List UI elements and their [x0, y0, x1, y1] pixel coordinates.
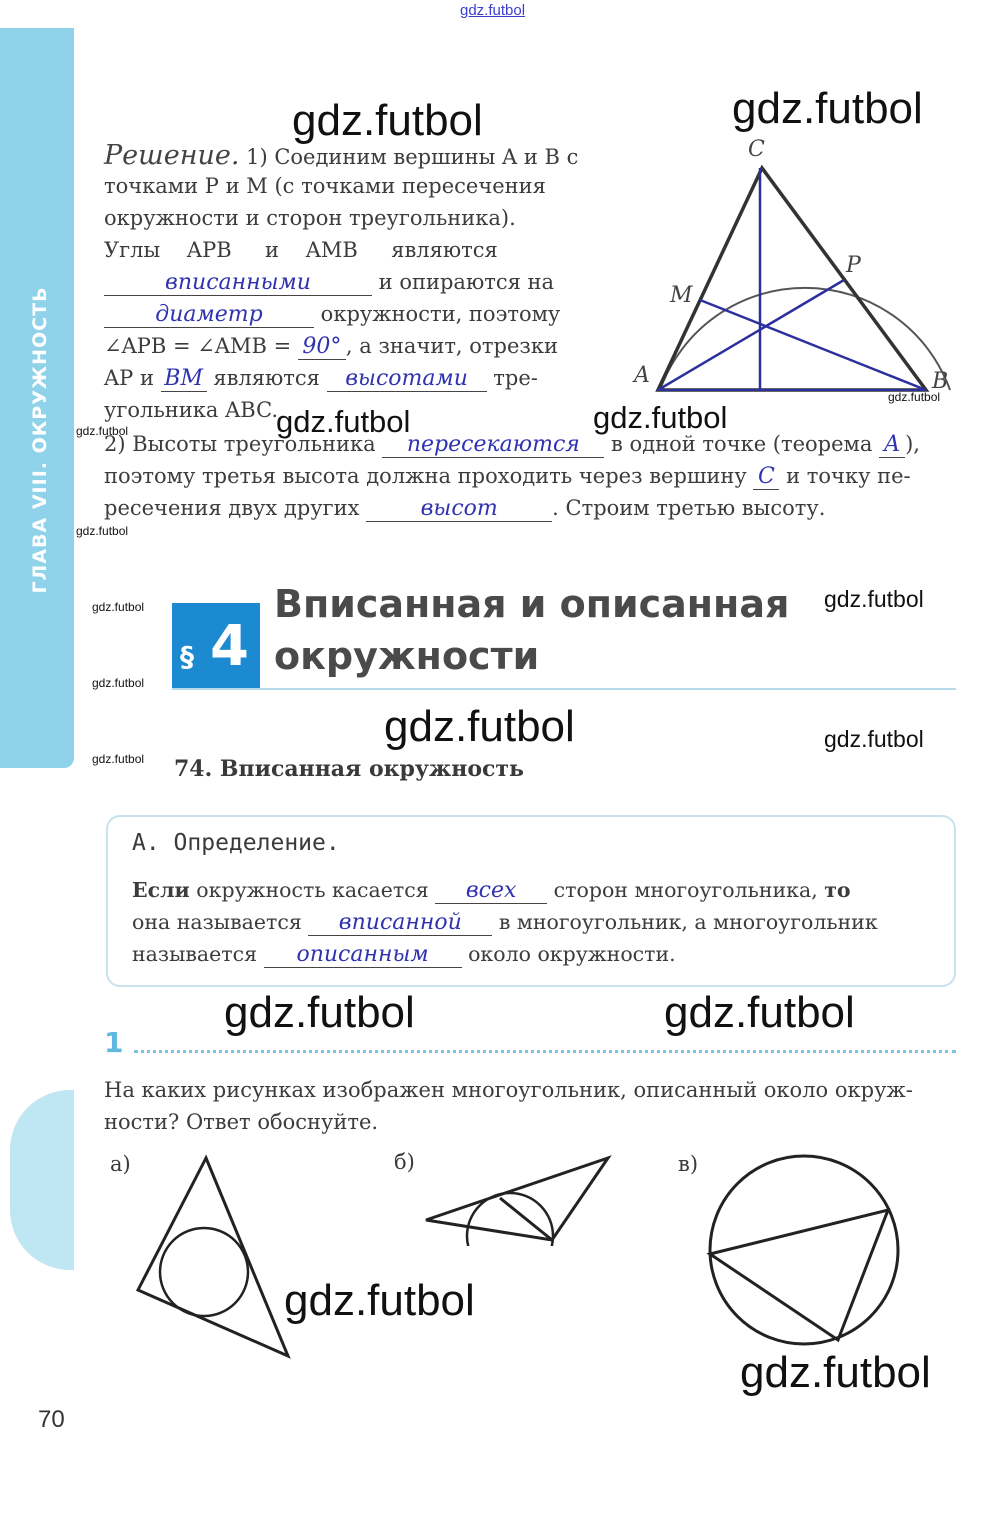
task-dotted-line — [134, 1050, 956, 1053]
solution-line-8: AP и BM являются высотами тре- — [104, 366, 538, 391]
definition-line-2: она называется вписанной в многоугольник, а многоугольник — [132, 910, 878, 935]
watermark: gdz.futbol — [593, 400, 728, 435]
solution-line-12: ресечения двух других высот . Строим третью высоту. — [104, 496, 826, 521]
solution-line-2: точками P и M (с точками пересечения — [104, 174, 546, 198]
side-decoration — [10, 1090, 74, 1270]
definition-line-1: Если окружность касается всех сторон многоугольника, то — [132, 878, 851, 903]
section-sign: § — [180, 640, 194, 673]
subsection-title: 74. Вписанная окружность — [174, 756, 524, 782]
watermark: gdz.futbol — [664, 988, 855, 1037]
figure-b-edge — [500, 1198, 552, 1240]
label-c: C — [748, 137, 765, 162]
handwritten-inscribed: вписанными — [104, 270, 372, 296]
watermark: gdz.futbol — [732, 84, 923, 133]
watermark: gdz.futbol — [92, 752, 145, 766]
solution-line-5: вписанными и опираются на — [104, 270, 554, 296]
watermark: gdz.futbol — [284, 1276, 475, 1325]
handwritten-all: всех — [435, 878, 547, 904]
task-number: 1 — [104, 1026, 124, 1059]
label-a: A — [634, 363, 650, 388]
triangle-abc — [658, 168, 926, 390]
solution-line-7: ∠APB = ∠AMB = 90° , а значит, отрезки — [104, 334, 558, 359]
task-text-line-1: На каких рисунках изображен многоугольник, описанный около окруж- — [104, 1078, 913, 1102]
solution-line-4: Углы APB и AMB являются — [104, 238, 498, 262]
watermark: gdz.futbol — [888, 390, 941, 404]
figure-c-circumscribed-circle — [704, 1154, 904, 1350]
handwritten-theorem: A — [879, 432, 905, 458]
definition-heading: А. Определение. — [132, 830, 340, 856]
handwritten-heights-2: высот — [366, 496, 552, 522]
handwritten-vertex: C — [753, 464, 779, 490]
figure-c-triangle — [710, 1210, 888, 1340]
watermark: gdz.futbol — [92, 676, 145, 690]
watermark: gdz.futbol — [824, 586, 924, 612]
solution-line-11: поэтому третья высота должна проходить через вершину C и точку пе- — [104, 464, 911, 489]
handwritten-angle: 90° — [298, 334, 346, 360]
page-number: 70 — [38, 1406, 65, 1433]
figure-label-c: в) — [678, 1152, 699, 1176]
solution-line-1: Решение. 1) Соединим вершины A и B с — [104, 140, 579, 171]
section-divider — [172, 688, 956, 690]
figure-label-a: а) — [110, 1152, 131, 1176]
solution-line-3: окружности и сторон треугольника). — [104, 206, 516, 230]
section-title-line-1: Вписанная и описанная — [274, 582, 790, 626]
handwritten-diameter: диаметр — [104, 302, 314, 328]
figure-a-circle — [160, 1228, 248, 1316]
solution-line-9: угольника ABC. — [104, 398, 279, 422]
section-number: 4 — [210, 614, 249, 679]
handwritten-bm: BM — [161, 366, 207, 392]
figure-a-inscribed-triangle — [130, 1150, 300, 1362]
label-m: M — [670, 283, 693, 308]
watermark: gdz.futbol — [76, 424, 129, 438]
watermark-top-link[interactable]: gdz.futbol — [460, 2, 526, 19]
watermark: gdz.futbol — [824, 726, 924, 752]
watermark: gdz.futbol — [224, 988, 415, 1037]
label-b: B — [932, 369, 949, 394]
watermark: gdz.futbol — [276, 404, 411, 439]
watermark: gdz.futbol — [384, 702, 575, 751]
figure-a-triangle — [138, 1158, 288, 1356]
figure-label-b: б) — [394, 1150, 415, 1174]
watermark: gdz.futbol — [740, 1348, 931, 1397]
label-p: P — [846, 253, 861, 278]
task-text-line-2: ности? Ответ обоснуйте. — [104, 1110, 379, 1134]
handwritten-heights: высотами — [327, 366, 487, 392]
watermark: gdz.futbol — [92, 600, 145, 614]
handwritten-circumscribed: описанным — [264, 942, 462, 968]
chapter-label: ГЛАВА VIII. ОКРУЖНОСТЬ — [29, 286, 51, 594]
triangle-heights-diagram — [620, 130, 960, 410]
solution-line-10: 2) Высоты треугольника пересекаются в одной точке (теорема A ), — [104, 432, 920, 457]
definition-line-3: называется описанным около окружности. — [132, 942, 676, 967]
handwritten-inscribed-def: вписанной — [308, 910, 492, 936]
section-title-line-2: окружности — [274, 634, 540, 678]
solution-title: Решение. — [104, 140, 240, 171]
solution-line-6: диаметр окружности, поэтому — [104, 302, 560, 328]
figure-b-lower-edge — [462, 1190, 562, 1246]
watermark: gdz.futbol — [292, 96, 483, 145]
watermark: gdz.futbol — [76, 524, 129, 538]
handwritten-intersect: пересекаются — [382, 432, 604, 458]
